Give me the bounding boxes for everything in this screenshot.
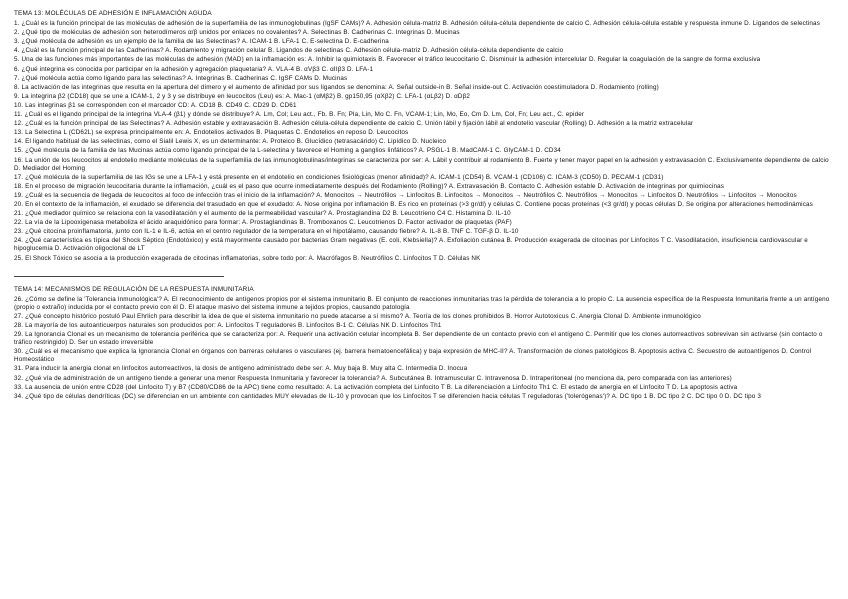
question-item: 2. ¿Qué tipo de moléculas de adhesión son heterodímeros α/β unidos por enlaces no covalentes? A. Selectinas B. Cadherinas C. Integrinas D. Mucinas	[14, 29, 460, 37]
question-item: 25. El Shock Tóxico se asocia a la producción exagerada de citocinas inflamatorias, sobre todo por: A. Macrófagos B. Neutrófilos C. Linfocitos T D. Células NK	[14, 254, 481, 262]
question-item: 8. La activación de las integrinas que resulta en la apertura del dímero y el aumento de afinidad por sus ligandos se denomina: A. Señal outside-in B. Señal inside-out C. Activación coestimuladora D. Rodamiento (rolling)	[14, 83, 659, 91]
document-page	[14, 10, 832, 402]
question-item: 29. La Ignorancia Clonal es un mecanismo de tolerancia periférica que se caracteriza por: A. Requerir una activación celular incompleta B. Ser dependiente de un contacto previo con el antígeno C. Permitir que los clones autorreactivos sobrevivan sin activarse (sin contacto o tráfico restringido) D. Ser un estado irreversible	[14, 331, 823, 347]
question-item: 5. Una de las funciones más importantes de las moléculas de adhesión (MAD) en la inflamación es: A. Inhibir la quimiotaxis B. Favorecer el tráfico leucocitario C. Disminuir la adhesión intercelular D. Regular la coagulación de la sangre de forma exclusiva	[14, 56, 761, 64]
question-item: 28. La mayoría de los autoanticuerpos naturales son producidos por: A. Linfocitos T reguladores B. Linfocitos B-1 C. Células NK D. Linfocitos Th1	[14, 322, 442, 329]
question-item: 33. La ausencia de unión entre CD28 (del Linfocito T) y B7 (CD80/CD86 de la APC) tiene como resultado: A. La activación completa del Linfocito T B. La diferenciación a Linfocito Th1 C. El estado de anergia en el Linfocito T D. La apoptosis activa	[14, 383, 738, 391]
section-14	[14, 286, 832, 401]
question-item: 31. Para inducir la anergia clonal en linfocitos autorreactivos, la dosis de antígeno administrado debe ser: A. Muy baja B. Muy alta C. Intermedia D. Inocua	[14, 365, 468, 373]
section-14-title: TEMA 14: MECANISMOS DE REGULACIÓN DE LA RESPUESTA INMUNITARIA	[14, 285, 254, 293]
section-13-question-list	[14, 20, 832, 263]
question-item: 32. ¿Qué vía de administración de un antígeno tiende a generar una menor Respuesta Inmunitaria y favorecer la tolerancia? A. Subcutánea B. Intramuscular C. Intravenosa D. Intraperitoneal (no menciona da, pero comparada con las anteriores)	[14, 374, 732, 382]
question-item: 14. El ligando habitual de las selectinas, como el Sialil Lewis X, es un determinante: A. Proteico B. Glucídico (tetrasacárido) C. Lipídico D. Nucleico	[14, 138, 447, 146]
question-item: 12. ¿Cuál es la función principal de las Selectinas? A. Adhesión estable y extravasación B. Adhesión célula-célula dependiente de calcio C. Unión lábil y fijación lábil al endotelio vascular (Rolling) D. Adhesión a la matriz extracelular	[14, 120, 694, 128]
question-item: 9. La integrina β2 (CD18) que se une a ICAM-1, 2 y 3 y se distribuye en leucocitos (Leu) es: A. Mac-1 (αMβ2) B. gp150,95 (αXβ2) C. LFA-1 (αLβ2) D. αDβ2	[14, 92, 471, 100]
question-item: 1. ¿Cuál es la función principal de las moléculas de adhesión de la superfamilia de las inmunoglobulinas (IgSF CAMs)? A. Adhesión célula-matriz B. Adhesión célula-célula dependiente de calcio C. Adhesión célula-célula estable y respuesta inmune D. Ligandos de selectinas	[14, 20, 821, 28]
question-item: 19. ¿Cuál es la secuencia de llegada de leucocitos al foco de infección tras el inicio de la inflamación? A. Monocitos → Neutrófilos → Linfocitos B. Linfocitos → Monocitos → Neutrófilos C. Neutrófilos → Monocitos → Linfocitos D. Neutrófilos → Linfocitos → Monocitos	[14, 191, 797, 199]
question-item: 17. ¿Qué molécula de la superfamilia de las IGs se une a LFA-1 y está presente en el endotelio en condiciones fisiológicas (menor afinidad)? A. ICAM-1 (CD54) B. VCAM-1 (CD106) C. ICAM-3 (CD50) D. PECAM-1 (CD31)	[14, 173, 664, 181]
section-divider	[14, 276, 224, 277]
question-item: 24. ¿Qué característica es típica del Shock Séptico (Endotóxico) y está mayormente causado por bacterias Gram negativas (E. coli, Klebsiella)? A. Exfoliación cutánea B. Producción exagerada de citocinas por Linfocitos T C. Vasodilatación, insuficiencia cardiovascular e hipoglucemia D. Activación oligoclonal de LT	[14, 237, 808, 253]
question-item: 26. ¿Cómo se define la 'Tolerancia Inmunológica'? A. El reconocimiento de antígenos propios por el sistema inmunitario B. El conjunto de reacciones inmunitarias tras la pérdida de tolerancia a lo propio C. La ausencia específica de la Respuesta Inmunitaria frente a un antígeno (propio o extraño) inducida por el contacto previo con él D. El ataque masivo del sistema inmune a tejidos propios, causando patología	[14, 295, 830, 311]
section-13	[14, 10, 832, 263]
question-item: 7. ¿Qué molécula actúa como ligando para las selectinas? A. Integrinas B. Cadherinas C. IgSF CAMs D. Mucinas	[14, 74, 348, 82]
question-item: 3. ¿Qué molécula de adhesión es un ejemplo de la familia de las Selectinas? A. ICAM-1 B. LFA-1 C. E-selectina D. E-cadherina	[14, 38, 389, 46]
question-item: 27. ¿Qué concepto histórico postuló Paul Ehrlich para describir la idea de que el sistema inmunitario no puede atacarse a sí mismo? A. Teoría de los clones prohibidos B. Horror Autotoxicus C. Anergia Clonal D. Ambiente inmunológico	[14, 312, 701, 320]
question-item: 11. ¿Cuál es el ligando principal de la integrina VLA-4 (β1) y dónde se distribuye? A. Lm, Col; Leu act., Fb. B. Fn; Pla, Lin, Mo C. Fn, VCAM-1; Lin, Mo, Eo, Cm D. Lm, Col, Fn; Leu act., C. epider	[14, 111, 585, 119]
question-item: 15. ¿Qué molécula de la familia de las Mucinas actúa como ligando principal de la L-selectina y favorece el Homing a ganglios linfáticos? A. PSGL-1 B. MadCAM-1 C. GlyCAM-1 D. CD34	[14, 147, 561, 155]
question-item: 20. En el contexto de la inflamación, el exudado se diferencia del trasudado en que el exudado: A. Nose origina por inflamación B. Es rico en proteínas (>3 gr/dl) y células C. Contiene pocas proteínas (<3 gr/dl) y pocas células D. Se origina por alteraciones hemodinámicas	[14, 200, 813, 208]
question-item: 23. ¿Qué citocina proinflamatoria, junto con IL-1 e IL-6, actúa en el centro regulador de la temperatura en el hipotálamo, causando fiebre? A. IL-8 B. TNF C. TGF-β D. IL-10	[14, 228, 519, 236]
question-item: 21. ¿Qué mediador químico se relaciona con la vasodilatación y el aumento de la permeabilidad vascular? A. Prostaglandina D2 B. Leucotrieno C4 C. Histamina D. IL-10	[14, 210, 511, 218]
question-item: 18. En el proceso de migración leucocitaria durante la inflamación, ¿cuál es el paso que ocurre inmediatamente después del Rodamiento (Rolling)? A. Extravasación B. Contacto C. Adhesión estable D. Activación de integrinas por quimiocinas	[14, 182, 725, 190]
question-item: 30. ¿Cuál es el mecanismo que explica la Ignorancia Clonal en órganos con barreras celulares o vasculares (ej. barrera hematoencefálica) y baja expresión de MHC-II? A. Transformación de clones patológicos B. Apoptosis activa C. Secuestro de autoantígenos D. Control Homeostático	[14, 348, 812, 364]
question-item: 22. La vía de la Lipooxigenasa metaboliza el ácido araquidónico para formar: A. Prostaglandinas B. Tromboxanos C. Leucotrienos D. Factor activador de plaquetas (PAF)	[14, 219, 512, 227]
question-item: 34. ¿Qué tipo de células dendríticas (DC) se diferencian en un ambiente con cantidades MUY elevadas de IL-10 y provocan que los Linfocitos T se diferencien hacia células T reguladoras ('tolerógenas')? A. DC tipo 1 B. DC tipo 2 C. DC tipo 0 D. DC tipo 3	[14, 392, 762, 400]
question-item: 4. ¿Cuál es la función principal de las Cadherinas? A. Rodamiento y migración celular B. Ligandos de selectinas C. Adhesión célula-matriz D. Adhesión célula-célula dependiente de calcio	[14, 47, 564, 55]
question-item: 16. La unión de los leucocitos al endotelio mediante moléculas de la superfamilia de las inmunoglobulinas/integrinas se caracteriza por ser: A. Lábil y contribuir al rodamiento B. Fuerte y tener mayor papel en la adhesión y extravasación C. Exclusivamente dependiente de calcio D. Mediador del Homing	[14, 156, 829, 172]
question-item: 13. La Selectina L (CD62L) se expresa principalmente en: A. Endotelios activados B. Plaquetas C. Endotelios en reposo D. Leucocitos	[14, 129, 409, 137]
section-14-question-list	[14, 296, 832, 401]
question-item: 10. Las integrinas β1 se corresponden con el marcador CD: A. CD18 B. CD49 C. CD29 D. CD61	[14, 101, 297, 109]
question-item: 6. ¿Qué integrina es conocida por participar en la adhesión y agregación plaquetaria? A. VLA-4 B. αVβ3 C. αIIβ3 D. LFA-1	[14, 65, 374, 73]
section-13-title: TEMA 13: MOLÉCULAS DE ADHESIÓN E INFLAMACIÓN AGUDA	[14, 10, 212, 17]
